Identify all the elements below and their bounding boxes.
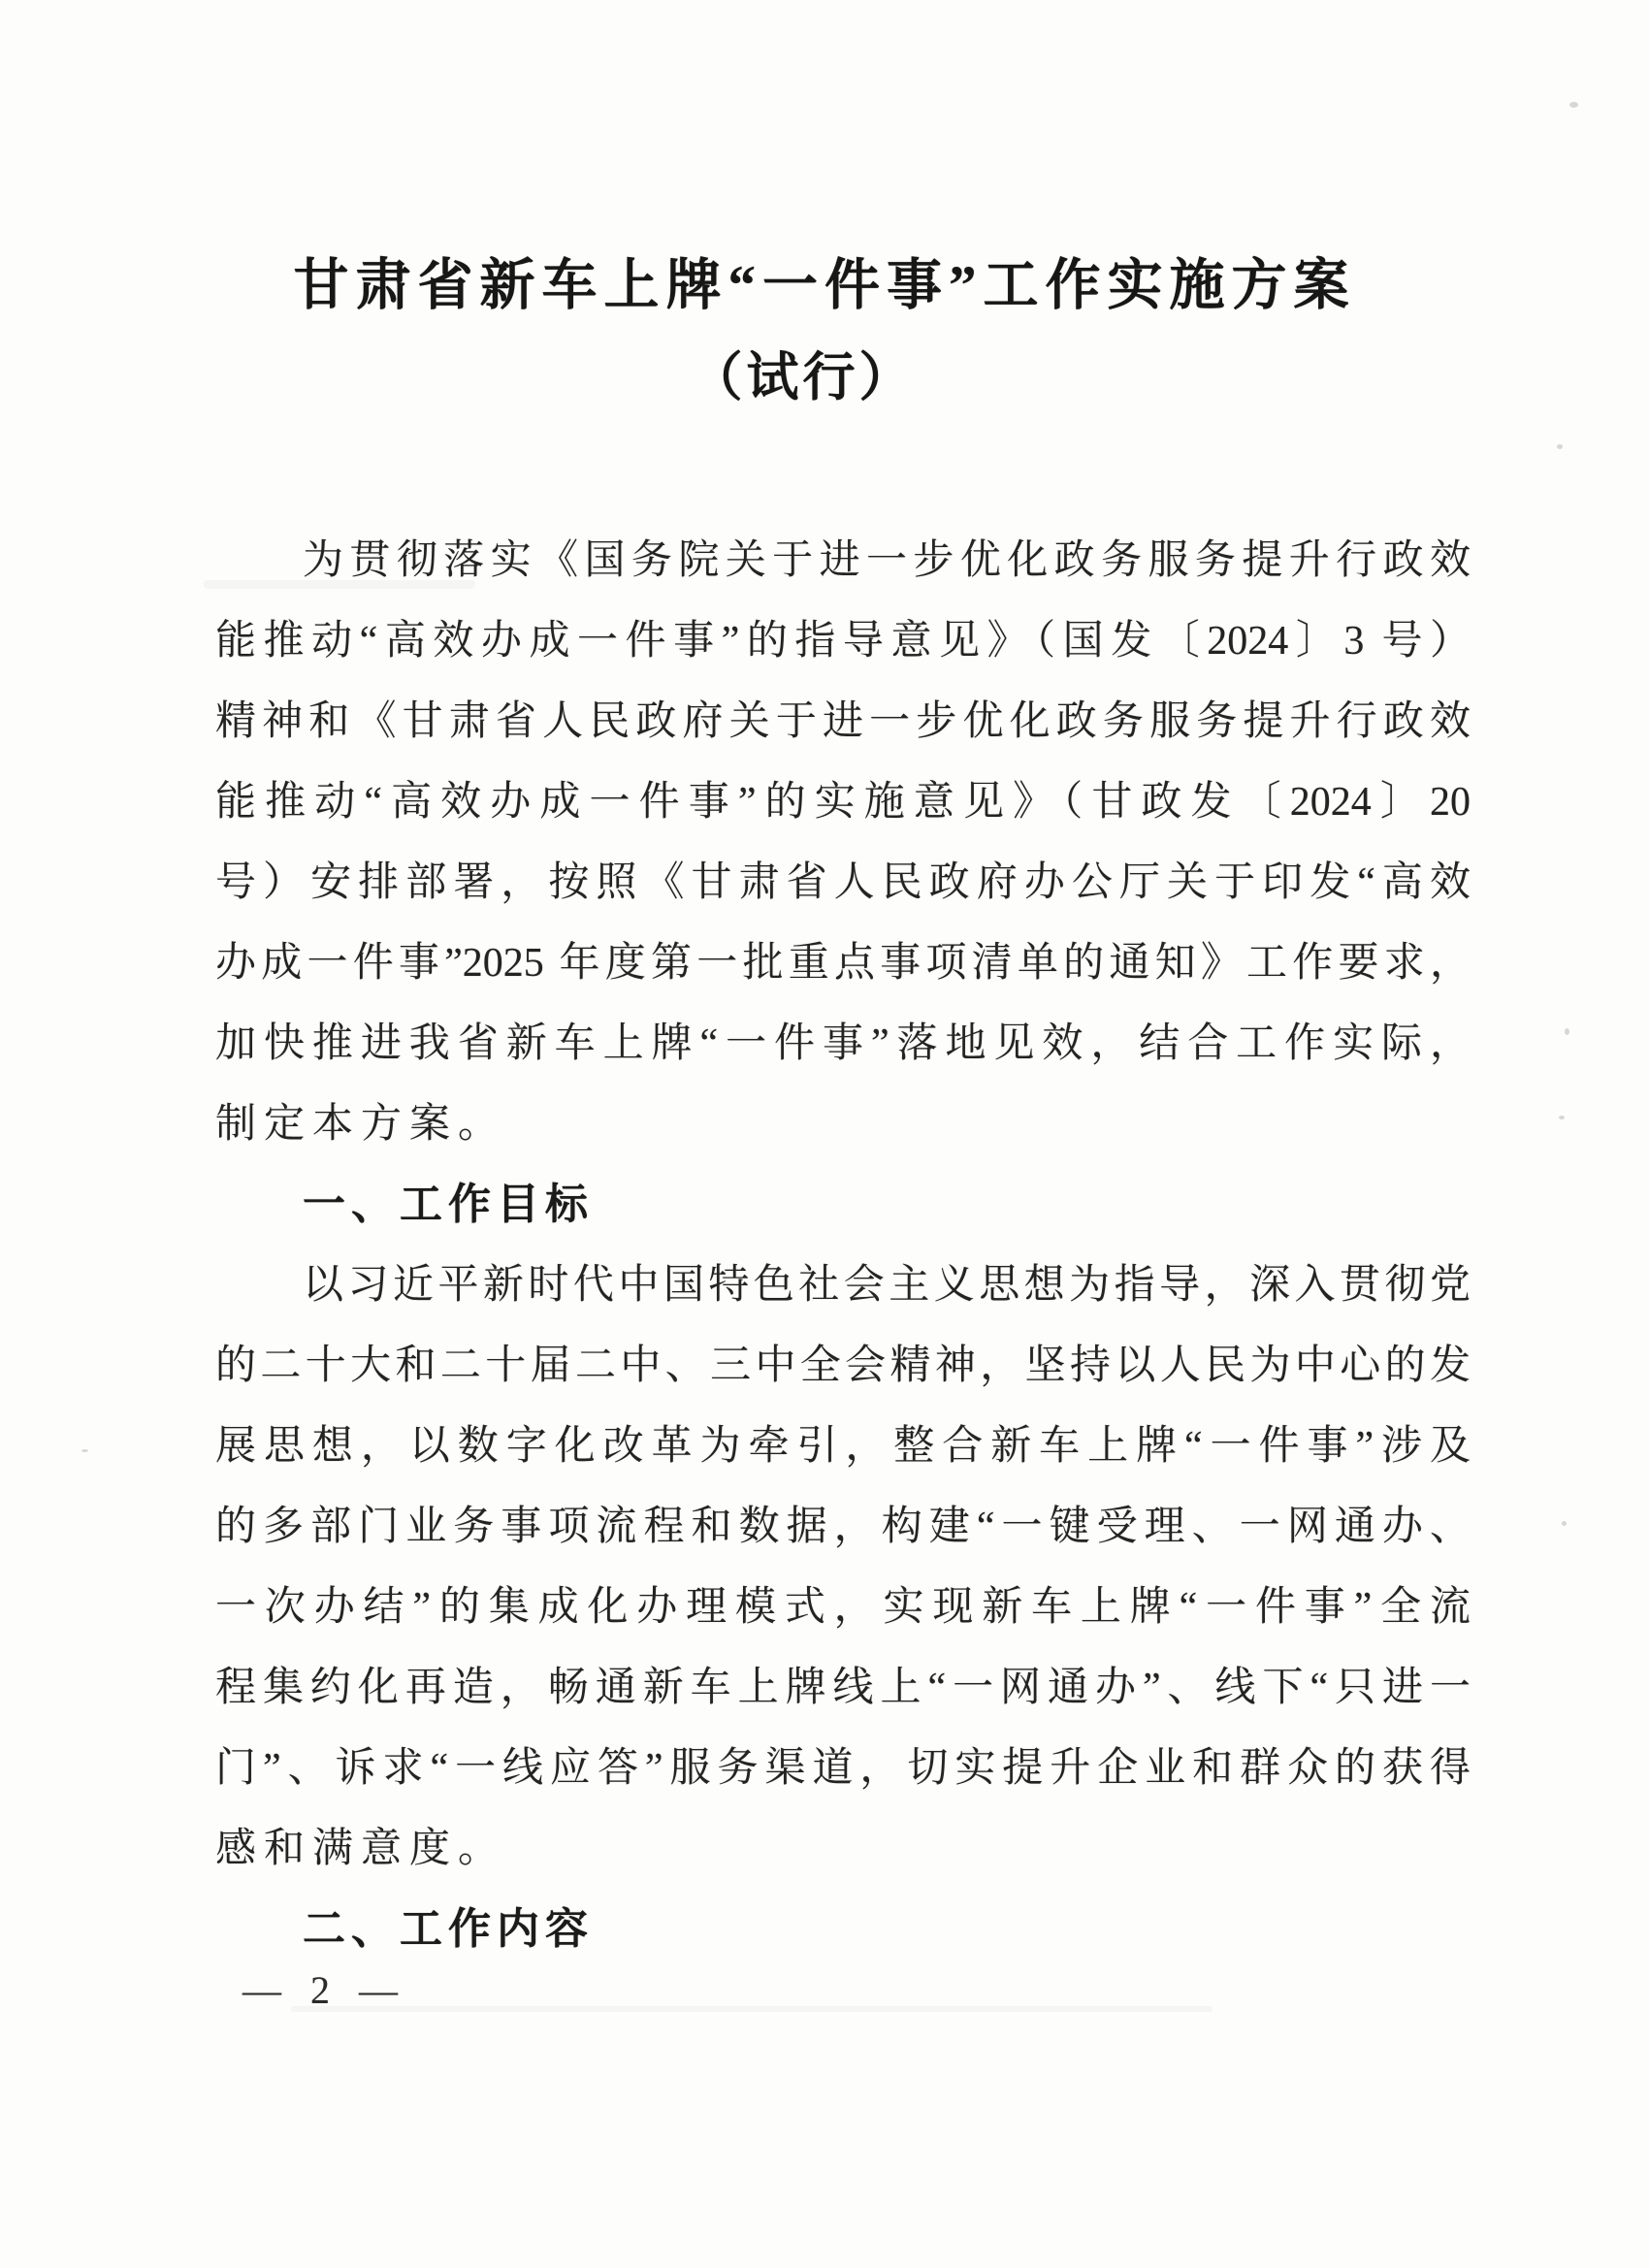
body-line: 展思想，以数字化改革为牵引，整合新车上牌“一件事”涉及	[215, 1424, 1471, 1469]
body-line: 号）安排部署，按照《甘肃省人民政府办公厅关于印发“高效	[215, 860, 1471, 905]
body-line: 的多部门业务事项流程和数据，构建“一键受理、一网通办、	[215, 1505, 1471, 1549]
scan-smudge	[291, 2006, 1212, 2012]
scan-speck	[1557, 444, 1563, 449]
page-number: — 2 —	[242, 1968, 407, 2012]
body-line: 能推动“高效办成一件事”的实施意见》（甘政发〔2024〕20	[215, 780, 1471, 825]
body-line: 感和满意度。	[215, 1827, 507, 1871]
body-line: 精神和《甘肃省人民政府关于进一步优化政务服务提升行政效	[215, 699, 1471, 744]
scan-speck	[1562, 1521, 1567, 1526]
scan-speck	[1565, 1028, 1569, 1035]
document-subtitle: （试行）	[690, 348, 916, 406]
body-line: 为贯彻落实《国务院关于进一步优化政务服务提升行政效	[303, 538, 1471, 583]
body-line: 制定本方案。	[215, 1102, 507, 1147]
scan-speck	[81, 1449, 88, 1452]
body-line: 加快推进我省新车上牌“一件事”落地见效，结合工作实际，	[215, 1021, 1471, 1066]
scan-speck	[1569, 102, 1578, 108]
body-line: 一次办结”的集成化办理模式，实现新车上牌“一件事”全流	[215, 1585, 1471, 1630]
document-title: 甘肃省新车上牌“一件事”工作实施方案	[293, 255, 1356, 316]
body-line: 能推动“高效办成一件事”的指导意见》（国发〔2024〕3 号）	[215, 619, 1471, 664]
section-heading-work-goals: 一、工作目标	[303, 1181, 594, 1228]
body-line: 门”、诉求“一线应答”服务渠道，切实提升企业和群众的获得	[215, 1746, 1471, 1791]
scan-smudge	[204, 580, 475, 589]
body-line: 办成一件事”2025 年度第一批重点事项清单的通知》工作要求，	[215, 941, 1471, 986]
section-heading-work-content: 二、工作内容	[303, 1905, 594, 1953]
body-line: 程集约化再造，畅通新车上牌线上“一网通办”、线下“只进一	[215, 1666, 1471, 1710]
scan-speck	[1559, 1116, 1565, 1119]
body-line: 以习近平新时代中国特色社会主义思想为指导，深入贯彻党	[303, 1263, 1471, 1308]
body-line: 的二十大和二十届二中、三中全会精神，坚持以人民为中心的发	[215, 1344, 1471, 1388]
